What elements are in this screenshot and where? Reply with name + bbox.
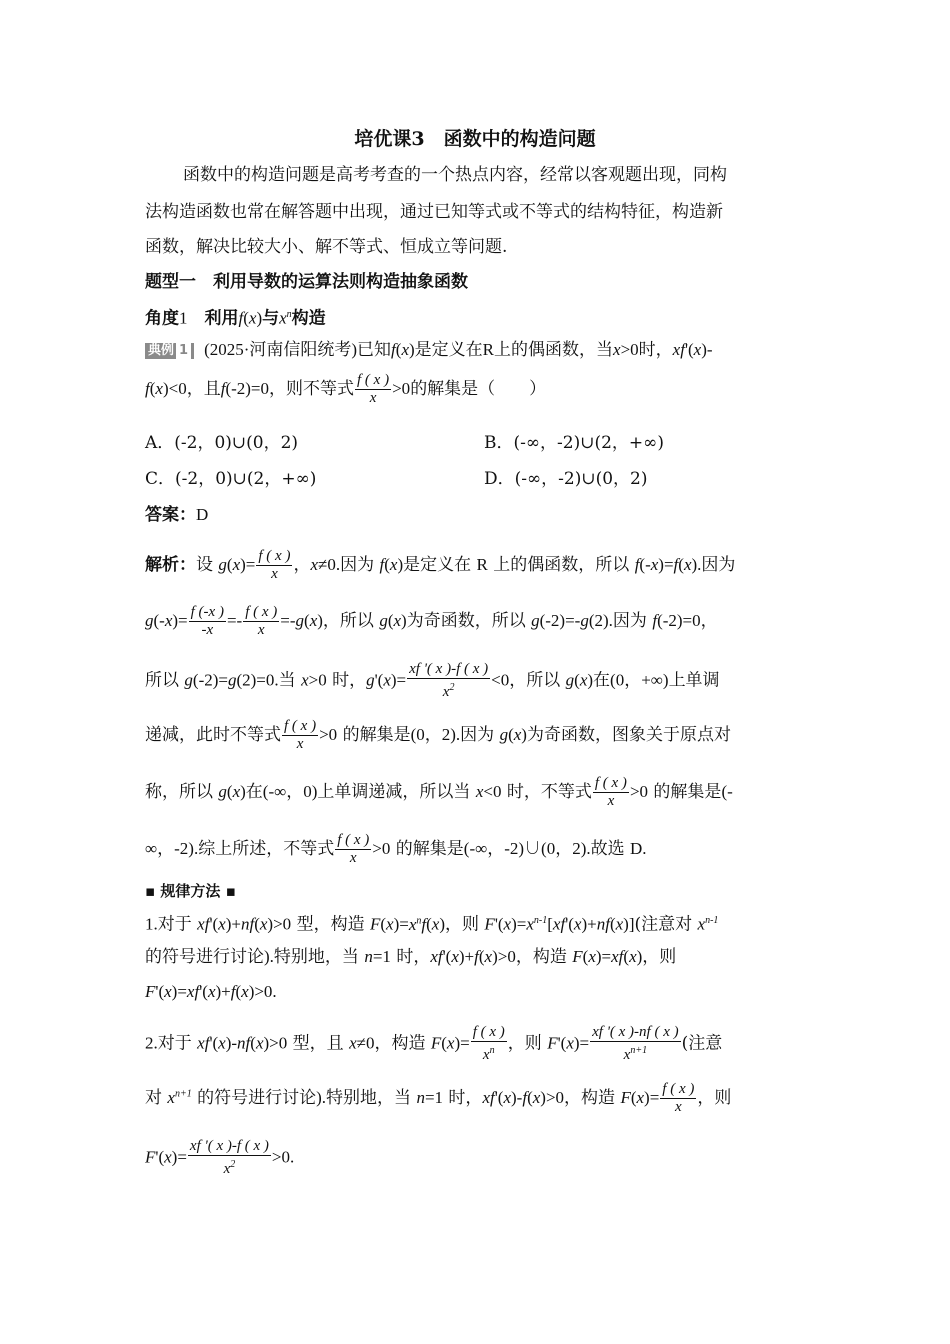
answer: 答案：D — [145, 505, 209, 525]
intro-line-2: 法构造函数也常在解答题中出现，通过已知等式或不等式的结构特征，构造新 — [145, 202, 723, 222]
method-heading: ▪ 规律方法 ▪ — [145, 882, 236, 900]
analysis-line-4: 递减，此时不等式 $\frac{f ( x )}{x}$ >0 的解集是(0，2).因为 g(x)为奇函数，图象关于原点对 — [145, 718, 731, 752]
method-1-line-2: 的符号进行讨论).特别地，当 n=1 时，xf'(x)+f(x)>0，构造 F(x)=xf(x)，则 — [145, 947, 677, 967]
angle-heading: 角度1 利用f(x)与$x^n$构造 — [145, 308, 326, 329]
method-2-line-3: F'(x)= $\frac{xf '( x )-f ( x )}{x^2}$ >0. — [145, 1138, 295, 1177]
intro-line-1: 函数中的构造问题是高考考查的一个热点内容，经常以客观题出现，同构 — [183, 165, 727, 185]
method-1-line-3: F'(x)=xf'(x)+f(x)>0. — [145, 982, 277, 1001]
example-source: (2025·河南信阳统考) — [204, 340, 358, 359]
page-title: 培优课3 函数中的构造问题 — [354, 128, 596, 150]
method-1-line-1: 1.对于 xf'(x)+nf(x)>0 型，构造 $F(x)=x^nf(x)$，则 $F'(x)=x^{n-1}[xf'(x)+nf(x)]$(注意对 $x^{n-1}$ — [145, 914, 719, 935]
example-line-1: 典例 1 (2025·河南信阳统考)已知f(x)是定义在R上的偶函数，当x>0时，xf'(x)- — [145, 338, 713, 362]
example-tag: 典例 1 — [145, 343, 194, 359]
analysis-line-1: 解析：设 g(x)= $\frac{f ( x )}{x}$ ，x≠0.因为 f(x)是定义在 R 上的偶函数，所以 f(-x)=f(x).因为 — [145, 548, 736, 582]
analysis-line-2: g(-x)= $\frac{f (-x )}{-x}$ =- $\frac{f ( x )}{x}$ =-g(x)，所以 g(x)为奇函数，所以 g(-2)=-g(2).因为 f(-2)=0， — [145, 604, 718, 638]
example-line-2: f(x)<0，且f(-2)=0，则不等式 $\frac{f ( x )}{x}$ >0的解集是（ ） — [145, 372, 547, 406]
option-b: B．(-∞，-2)∪(2，+∞) — [484, 433, 664, 453]
analysis-line-6: ∞，-2).综上所述，不等式 $\frac{f ( x )}{x}$ >0 的解集是(-∞，-2)∪(0，2).故选 D. — [145, 832, 647, 866]
method-2-line-1: 2.对于 xf'(x)-nf(x)>0 型，且 x≠0，构造 F(x)= $\frac{f ( x )}{x^n}$ ，则 F'(x)= $\frac{xf '( x )-nf ( x )}{x^{n+1}}$ (注意 — [145, 1024, 723, 1063]
analysis-line-3: 所以 g(-2)=g(2)=0.当 x>0 时，g'(x)= $\frac{xf '( x )-f ( x )}{x^2}$ <0，所以 g(x)在(0，+∞)上单调 — [145, 661, 720, 700]
section-heading: 题型一 利用导数的运算法则构造抽象函数 — [145, 272, 468, 292]
analysis-line-5: 称，所以 g(x)在(-∞，0)上单调递减，所以当 x<0 时，不等式 $\frac{f ( x )}{x}$ >0 的解集是(- — [145, 775, 733, 809]
option-c: C．(-2，0)∪(2，+∞) — [145, 469, 317, 489]
option-d: D．(-∞，-2)∪(0，2) — [484, 469, 648, 489]
option-a: A．(-2，0)∪(0，2) — [145, 433, 299, 453]
intro-line-3: 函数，解决比较大小、解不等式、恒成立等问题. — [145, 237, 508, 257]
method-2-line-2: 对 $x^{n+1}$ 的符号进行讨论).特别地，当 n=1 时，xf'(x)-f(x)>0，构造 F(x)= $\frac{f ( x )}{x}$ ，则 — [145, 1081, 732, 1115]
